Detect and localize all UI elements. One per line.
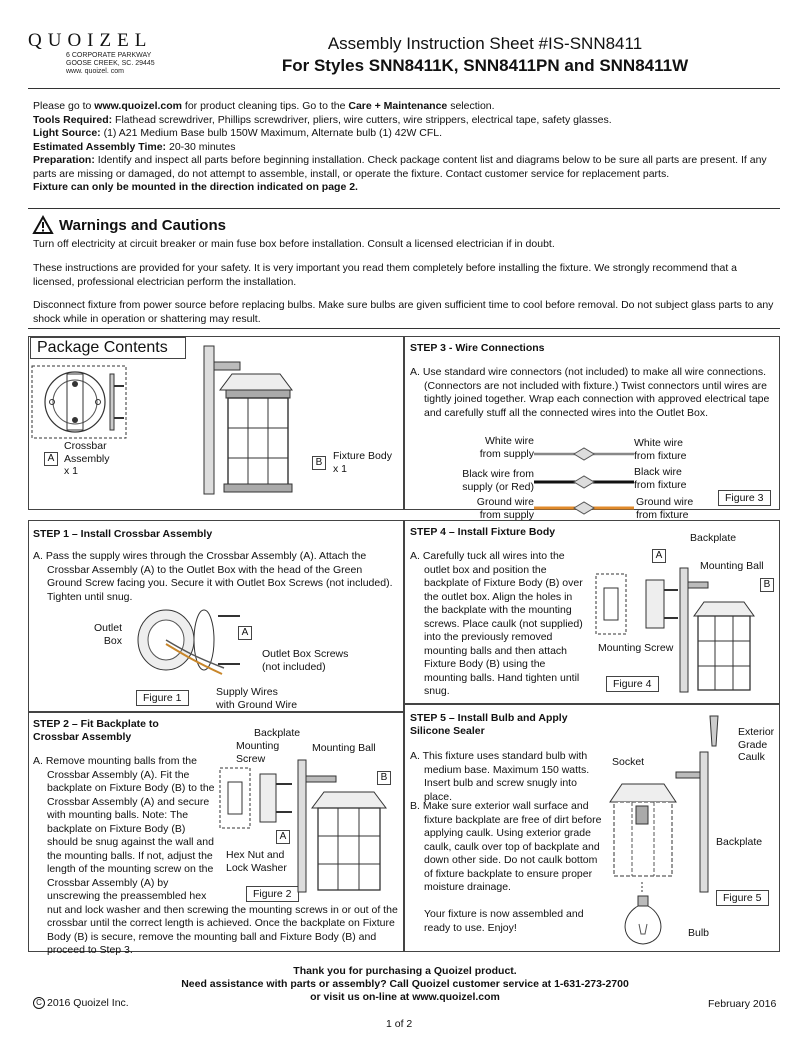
step1-part-a-label: A [238,626,252,640]
step4-text: A. Carefully tuck all wires into the outlet box and position the backplate of Fixture Body (B) over the outlet box. Align the holes in the backplate with the mounting screws. Place caulk (not supplied) into the previously removed mounting balls and then attach Fixture Body (B) using the mounting balls. Hand tighten until snug. [410,550,583,697]
brand-website: www. quoizel. com [66,68,124,75]
figure1-label: Figure 1 [136,690,189,706]
warning-p2: These instructions are provided for your safety. It is very important you read them completely before installing the fixture. We strongly recommend that a licensed, professional electrician perform the installation. [33,262,738,288]
part-a-label: A [44,452,58,466]
step1-title: STEP 1 – Install Crossbar Assembly [33,528,213,540]
brand-address-2: GOOSE CREEK, SC. 29445 [66,60,155,67]
fixture-body-illustration [200,344,306,496]
ground-fixture-label: Ground wire from fixture [636,496,694,521]
warning-p3: Disconnect fixture from power source before replacing bulbs. Make sure bulbs are given sufficient time to cool before removal. Do not subject glass parts to any shock while in operation or shattering may result. [33,299,774,325]
bulb-label: Bulb [688,927,710,939]
step4-mounting-screw-label: Mounting Screw [598,642,674,654]
caulk-label: Exterior Grade Caulk [738,726,775,763]
step5-title: STEP 5 – Install Bulb and Apply Silicone Sealer [410,712,568,737]
footer-website: or visit us on-line at www.quoizel.com [310,991,500,1003]
warnings-heading [33,216,226,234]
intro-line-care: Please go to www.quoizel.com for product cleaning tips. Go to the Care + Maintenance selection. [33,100,495,112]
intro-prep: Preparation: Identify and inspect all parts before beginning installation. Check package content list and diagrams below to be sure all parts are present. If any parts are missing or damaged, do not attempt to assemble, install, or operate the fixture. Contact customer service for replacement parts. [33,154,767,180]
document-title: Assembly Instruction Sheet #IS-SNN8411 [327,34,643,53]
intro-block [33,100,778,195]
warnings-divider [28,328,780,329]
step5-text-b: B. Make sure exterior wall surface and fixture backplate are free of dirt before applying caulk. Using exterior grade caulk, caulk over top of backplate and down other side. Do not caulk bottom of fixture backplate to ensure proper moisture drainage. [410,800,602,893]
warning-p1: Turn off electricity at circuit breaker or main fuse box before installation. Consult a licensed electrician if in doubt. [33,238,555,250]
step5-text-a: A. This fixture uses standard bulb with medium base. Maximum 150 watts. Insert bulb and screw snugly into place. [410,750,590,803]
step3-title: STEP 3 - Wire Connections [410,342,545,354]
step5-backplate-label: Backplate [716,836,763,848]
white-supply-label: White wire from supply [479,435,534,460]
backplate-fit-illustration [218,756,394,896]
step2-instructions: A. Remove mounting balls from the Crossbar Assembly (A). Fit the backplate on Fixture Body (B) to the Crossbar Assembly (A) and secure with mounting balls. Note: The backplate on Fixture Body (B) should be snug against the wall and the mounting balls. If not, adjust the length of the mounting screw on the Crossbar Assembly (A) by unscrewing the preassembled hex nut and lock washer and then screwing the mounting screws in or out of the crossbar until the correct length is achieved. Once the backplate on Fixture Body (B) is secure, remove the mounting ball and Fixture Body (B) and proceed to Step 3. [33,755,398,956]
package-contents-title: Package Contents [30,337,186,359]
step4-part-a-label: A [652,549,666,563]
brand-name: QUOIZEL [28,30,153,51]
step2-part-b-label: B [377,771,391,785]
website-link[interactable]: www.quoizel.com [94,100,182,112]
footer-thanks: Thank you for purchasing a Quoizel product. [293,965,517,977]
outlet-box-screws-label: Outlet Box Screws (not included) [262,648,349,673]
step2-mounting-ball-label: Mounting Ball [312,742,376,754]
copyright-text: 2016 Quoizel Inc. [47,997,129,1009]
step2-backplate-label: Backplate [254,727,301,739]
step3-text: A. Use standard wire connectors (not included) to make all wire connections. (Connectors are not included with fixture.) Twist connectors until wires are tightly joined together. Wrap each connection with approved electrical tape and carefully stuff all the connected wires into the Outlet Box. [410,366,770,419]
intro-divider [28,208,780,209]
copyright-icon: C [33,997,45,1009]
white-fixture-label: White wire from fixture [634,437,687,462]
footer-date: February 2016 [708,998,777,1010]
page-number: 1 of 2 [386,1018,413,1030]
wire-connection-diagram [534,446,634,512]
crossbar-install-illustration [126,604,246,674]
copyright [33,997,129,1009]
warnings-title: Warnings and Cautions [59,216,226,234]
intro-tools: Tools Required: Flathead screwdriver, Phillips screwdriver, pliers, wire cutters, wire strippers, electrical tape, safety glasses. [33,113,612,126]
part-b-name: Fixture Body x 1 [333,450,392,475]
black-fixture-label: Black wire from fixture [634,466,687,491]
black-supply-label: Black wire from supply (or Red) [462,468,534,493]
figure5-label: Figure 5 [716,890,769,906]
intro-time: Estimated Assembly Time: 20-30 minutes [33,140,236,153]
intro-light: Light Source: (1) A21 Medium Base bulb 150W Maximum, Alternate bulb (1) 42W CFL. [33,127,443,139]
step4-mounting-ball-label: Mounting Ball [700,560,764,572]
step2-title: STEP 2 – Fit Backplate to Crossbar Assembly [33,718,159,743]
part-b-label: B [312,456,326,470]
ground-supply-label: Ground wire from supply [476,496,534,521]
part-a-name: Crossbar Assembly x 1 [64,440,110,477]
figure2-label: Figure 2 [246,886,299,902]
warning-triangle-icon [33,216,53,234]
socket-label: Socket [612,756,645,768]
intro-direction: Fixture can only be mounted in the direction indicated on page 2. [33,181,358,193]
figure3-label: Figure 3 [718,490,771,506]
header-divider [28,88,780,89]
figure4-label: Figure 4 [606,676,659,692]
step4-backplate-label: Backplate [690,532,737,544]
brand-address-1: 6 CORPORATE PARKWAY [66,52,152,59]
supply-wires-label: Supply Wires with Ground Wire [216,686,298,711]
step1-text: A. Pass the supply wires through the Crossbar Assembly (A). Attach the Crossbar Assembly (A) to the Outlet Box with the head of the Green Ground Screw facing you. Secure it with Outlet Box Screws (not included). Tighten until snug. [33,550,393,603]
footer-assistance: Need assistance with parts or assembly? Call Quoizel customer service at 1-631-273-2700 [181,978,629,990]
step4-title: STEP 4 – Install Fixture Body [410,526,556,538]
crossbar-assembly-illustration [30,362,130,442]
hex-nut-label: Hex Nut and Lock Washer [226,849,287,874]
step2-mounting-screw-label: Mounting Screw [236,740,280,765]
brand-logo [28,30,170,76]
bulb-caulk-illustration [606,712,726,948]
step5-text-c: Your fixture is now assembled and ready to use. Enjoy! [424,908,584,934]
step2-part-a-label: A [276,830,290,844]
step4-part-b-label: B [760,578,774,592]
document-subtitle: For Styles SNN8411K, SNN8411PN and SNN8411W [281,56,689,75]
outlet-box-label: Outlet Box [93,622,122,647]
